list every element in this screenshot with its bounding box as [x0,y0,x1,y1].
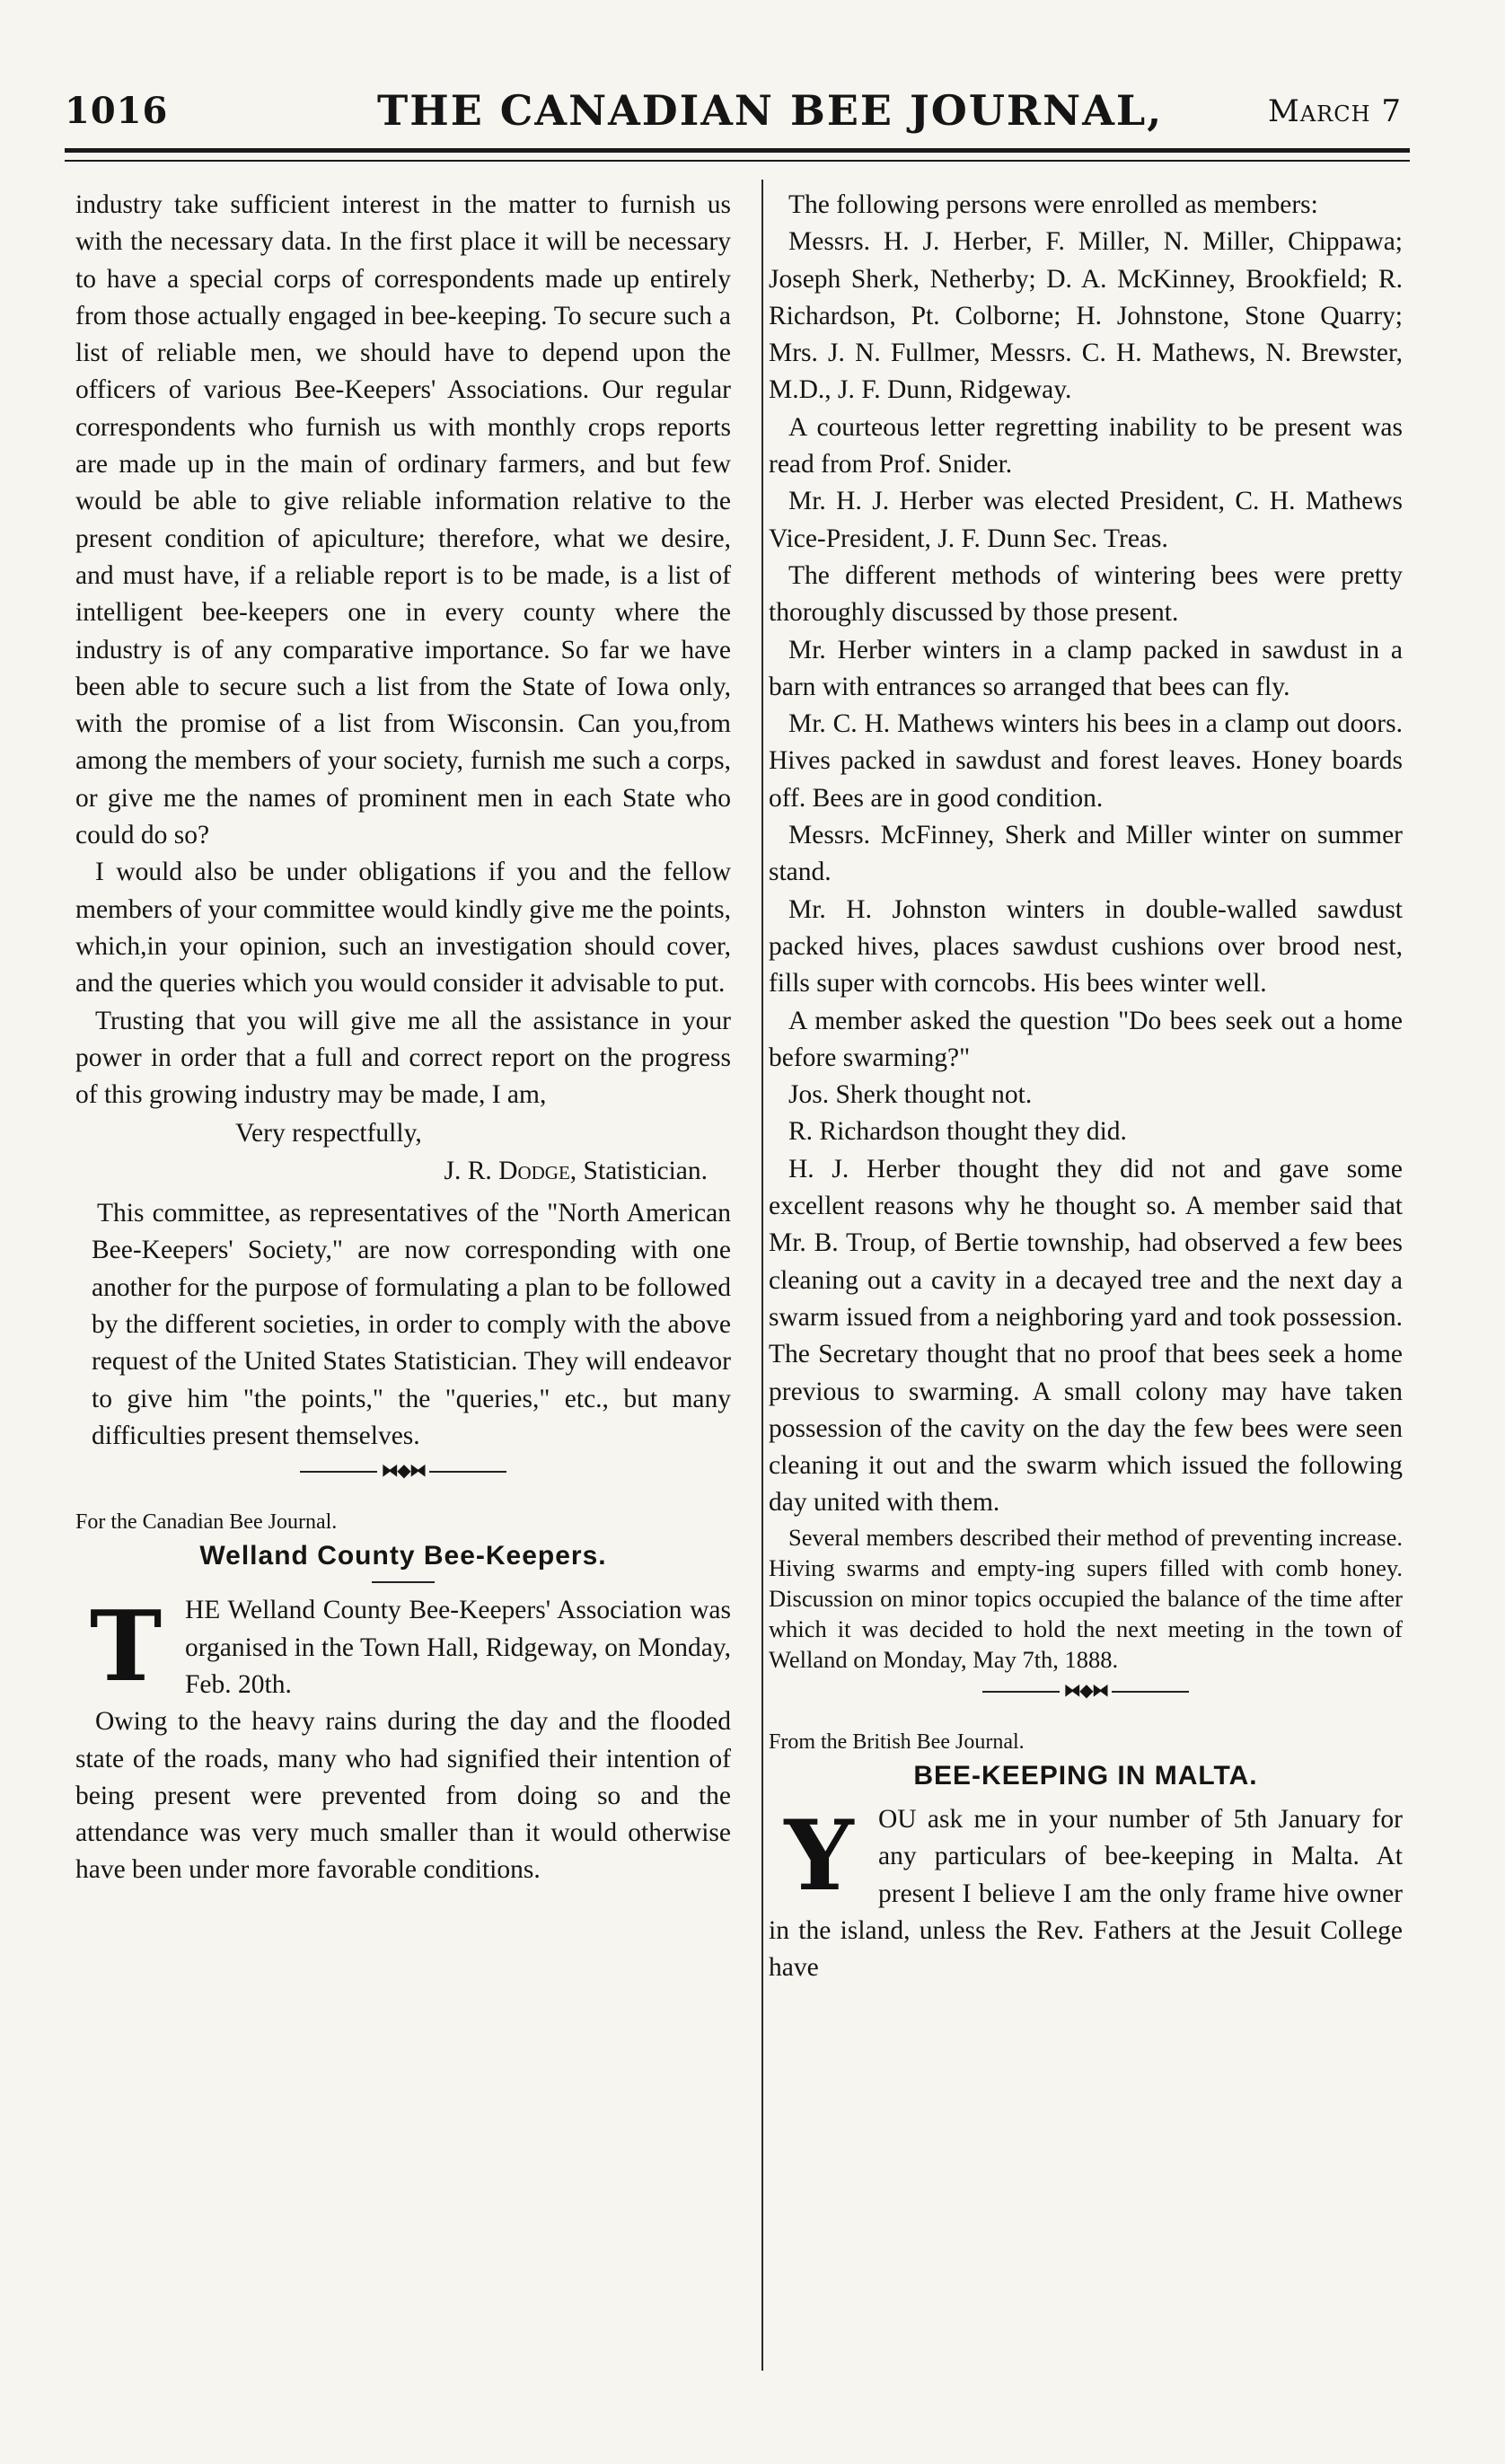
letter-paragraph-1: industry take sufficient interest in the matter to furnish us with the necessary data. In the first place it will be necessary to have a special corps of correspondents made up entirely from those actually engaged in bee-keeping. To secure such a list of reliable men, we should have to depend upon the officers of various Bee-Keepers' Associations. Our regular correspondents who furnish us with monthly crops reports are made up in the main of ordinary farmers, and but few would be able to give reliable information relative to the present condition of apiculture; therefore, what we desire, and must have, if a reliable report is to be made, is a list of intelligent bee-keepers one in every county where the industry is of any comparative importance. So far we have been able to secure such a list from the State of Iowa only, with the promise of a list from Wisconsin. Can you,from among the members of your society, furnish me such a corps, or give me the names of prominent men in each State who could do so? [75,190,731,850]
source-line-right: From the British Bee Journal. [769,1729,1025,1754]
column-divider [761,180,763,2371]
letter-paragraph-2: I would also be under obligations if you and the fellow members of your committee would kindly give me the points, which,in your opinion, such an investigation should cover, and the queries which you would consider it advisable to put. [75,858,731,999]
section-ornament [75,1461,731,1494]
article-paragraph-2: Owing to the heavy rains during the day and the flooded state of the roads, many who had signified their intention of being present were prevented from doing so and the attendance was very much smaller than it would otherwise have been under more favorable conditions. [75,1707,731,1885]
letter-valediction: Very respectfully, [235,1119,422,1148]
article-opening [75,1592,731,1703]
sherk-answer: Jos. Sherk thought not. [788,1080,1033,1110]
malta-paragraph-1: OU ask me in your number of 5th January for any particulars of bee-keeping in Malta. At present I believe I am the only frame hive owner in the island, unless the Rev. Fathers at the Jesuit College have [769,1804,1403,1983]
right-column [769,187,1403,1986]
signature-name: Dodge [498,1156,570,1185]
summer-stand-paragraph: Messrs. McFinney, Sherk and Miller winter on summer stand. [769,821,1403,887]
increase-paragraph: Several members described their method of preventing increase. Hiving swarms and empty-ing supers filled with comb honey. Discussion on minor topics occupied the balance of the time after which it was decided to hold the next meeting in the town of Welland on Monday, May 7th, 1888. [769,1523,1403,1673]
members-list: Messrs. H. J. Herber, F. Miller, N. Miller, Chippawa; Joseph Sherk, Netherby; D. A. McKinney, Brookfield; R. Richardson, Pt. Colborne; H. Johnstone, Stone Quarry; Mrs. J. N. Fullmer, Messrs. C. H. Mathews, N. Brewster, M.D., J. F. Dunn, Ridgeway. [769,227,1403,405]
article-title-right: BEE-KEEPING IN MALTA. [913,1760,1258,1791]
journal-title: THE CANADIAN BEE JOURNAL, [377,86,1164,135]
left-column [75,187,731,1889]
ornament-glyph-right: ⧓◆⧓ [1060,1681,1111,1701]
johnston-paragraph: Mr. H. Johnston winters in double-walled sawdust packed hives, places sawdust cushions over brood nest, fills super with corncobs. His bees winter well. [769,894,1403,999]
mathews-paragraph: Mr. C. H. Mathews winters his bees in a clamp out doors. Hives packed in sawdust and forest leaves. Honey boards off. Bees are in good condition. [769,709,1403,813]
article-opening-right [769,1801,1403,1986]
section-ornament-right [769,1680,1403,1714]
letter-note: A courteous letter regretting inability to be present was read from Prof. Snider. [769,412,1403,480]
source-line: For the Canadian Bee Journal. [75,1510,338,1535]
letter-signature [75,1153,731,1190]
dropcap-letter: T [89,1590,163,1704]
ornament-glyph: ⧓◆⧓ [377,1461,428,1481]
dropcap-letter-right: Y [784,1799,854,1913]
article-paragraph-1: HE Welland County Bee-Keepers' Association was organised in the Town Hall, Ridgeway, on Monday, Feb. 20th. [185,1596,731,1699]
discussion-paragraph: H. J. Herber thought they did not and gave some excellent reasons why he thought so. A member said that Mr. B. Troup, of Bertie township, had observed a few bees cleaning out a cavity in a decayed tree and the next day a swarm issued from a neighboring yard and took possession. The Secretary thought that no proof that bees seek a home previous to swarming. A small colony may have taken possession of the cavity on the day the few bees were seen cleaning it out and the swarm which issued the following day united with them. [769,1154,1403,1518]
page-number: 1016 [65,90,169,132]
signature-title: , Statistician. [569,1156,708,1185]
question-paragraph: A member asked the question "Do bees seek out a home before swarming?" [769,1006,1403,1072]
wintering-paragraph: The different methods of wintering bees were pretty thoroughly discussed by those present. [769,560,1403,628]
title-rule [372,1581,435,1583]
members-intro: The following persons were enrolled as members: [788,190,1318,219]
herber-paragraph: Mr. Herber winters in a clamp packed in sawdust in a barn with entrances so arranged that bees can fly. [769,635,1403,701]
letter-paragraph-3: Trusting that you will give me all the assistance in your power in order that a full and correct report on the progress of this growing industry may be made, I am, [75,1006,731,1110]
signature-initials: J. R. [444,1156,492,1185]
header-rule-thick [65,148,1410,153]
issue-date: March 7 [1268,93,1402,129]
officers-paragraph: Mr. H. J. Herber was elected President, C. H. Mathews Vice-President, J. F. Dunn Sec. Treas. [769,487,1403,553]
header-rule-thin [65,160,1410,162]
committee-paragraph: This committee, as representatives of the "North American Bee-Keepers' Society," are now corresponding with one another for the purpose of formulating a plan to be followed by the different societies, in order to comply with the above request of the United States Statistician. They will endeavor to give him "the points," the "queries," etc., but many difficulties present themselves. [92,1199,731,1450]
richardson-answer: R. Richardson thought they did. [788,1117,1127,1147]
article-title: Welland County Bee-Keepers. [199,1541,607,1571]
